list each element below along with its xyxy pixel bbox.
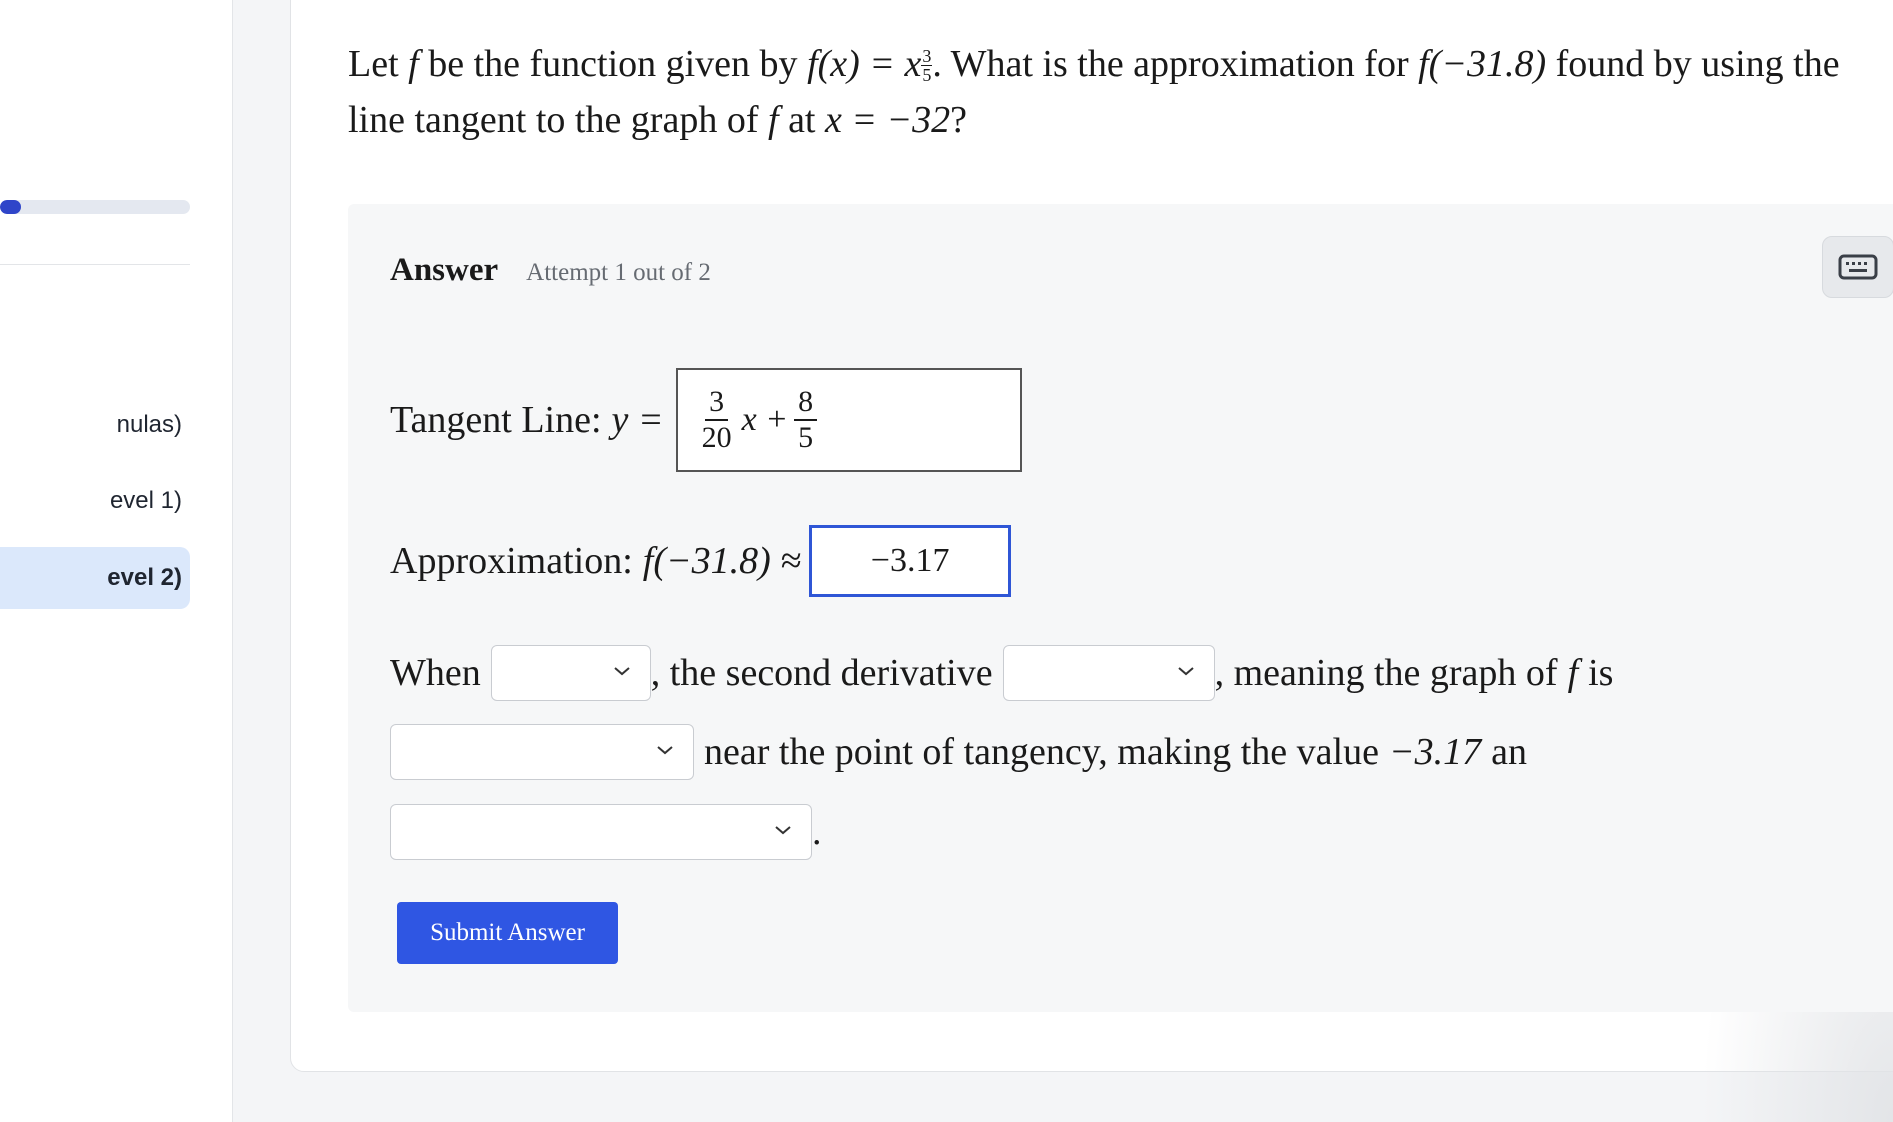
approximation-row [390,525,1011,597]
math-f: f [768,99,779,141]
sidebar-item-level-2[interactable] [0,547,190,609]
intercept-fraction [794,387,817,453]
math-y-equals: y = [611,399,664,441]
slope-denominator: 20 [701,421,732,454]
is-text: is [1588,652,1614,694]
chevron-down-icon [1176,664,1196,678]
chevron-down-icon [773,823,793,837]
question-mark: ? [950,99,968,141]
math-f-value: f(−31.8) [1418,43,1547,85]
attempt-counter: Attempt 1 out of 2 [526,259,711,286]
tangent-line-label: Tangent Line: [390,399,602,441]
condition-dropdown[interactable] [491,645,651,701]
intercept-numerator: 8 [794,387,817,421]
progress-bar [0,200,190,214]
sidebar [0,0,233,1122]
statement-row-2 [390,724,1527,780]
an-text: an [1491,731,1527,773]
math-f: f [1567,652,1579,694]
statement-row-1 [390,645,1613,701]
chevron-down-icon [612,664,632,678]
answer-title: Answer [390,252,499,288]
when-text: When [390,652,481,694]
slope-fraction [698,387,736,453]
tangent-line-input[interactable] [676,368,1022,472]
math-x-plus: x + [741,401,789,438]
math-x-equals: x = −32 [825,99,951,141]
approximation-input[interactable] [809,525,1011,597]
concavity-dropdown[interactable] [390,724,694,780]
tangent-line-row [390,368,1022,472]
statement-row-3 [390,804,822,860]
slope-numerator: 3 [705,387,728,421]
keyboard-button[interactable] [1822,236,1893,298]
estimate-type-dropdown[interactable] [390,804,812,860]
second-derivative-text: , the second derivative [650,652,993,694]
keyboard-icon [1838,253,1878,281]
math-value: −3.17 [1388,731,1482,773]
sidebar-item-level-1[interactable] [0,470,190,532]
sidebar-item-label: evel 1) [109,487,182,514]
math-f: f [408,43,419,85]
sidebar-item-label: nulas) [116,411,182,438]
sidebar-item-formulas[interactable] [0,394,190,456]
approximation-label: Approximation: [390,540,633,582]
near-text: near the point of tangency, making the value [704,731,1379,773]
question-at: at [788,99,816,141]
math-fx: f(x) = x [807,43,922,85]
question-what: . What is the approximation for [932,43,1409,85]
progress-fill [0,200,21,214]
intercept-denominator: 5 [798,421,814,454]
sidebar-divider [0,264,190,265]
meaning-text: , meaning the graph of [1214,652,1558,694]
chevron-down-icon [655,743,675,757]
exponent-fraction [921,47,932,84]
answer-header [390,252,711,289]
question-found: found by using the line tangent to the graph of [348,43,1840,141]
exponent-denominator: 5 [922,65,932,86]
math-approx-expr: f(−31.8) ≈ [642,540,802,582]
question-be: be the function given by [428,43,798,85]
answer-panel [348,204,1893,1012]
question-lead: Let [348,43,399,85]
question-text [348,36,1888,148]
period-text: . [812,811,822,853]
submit-answer-button[interactable]: Submit Answer [397,902,618,964]
sidebar-item-label: evel 2) [107,564,182,591]
second-derivative-dropdown[interactable] [1003,645,1215,701]
exponent-numerator: 3 [922,46,932,67]
